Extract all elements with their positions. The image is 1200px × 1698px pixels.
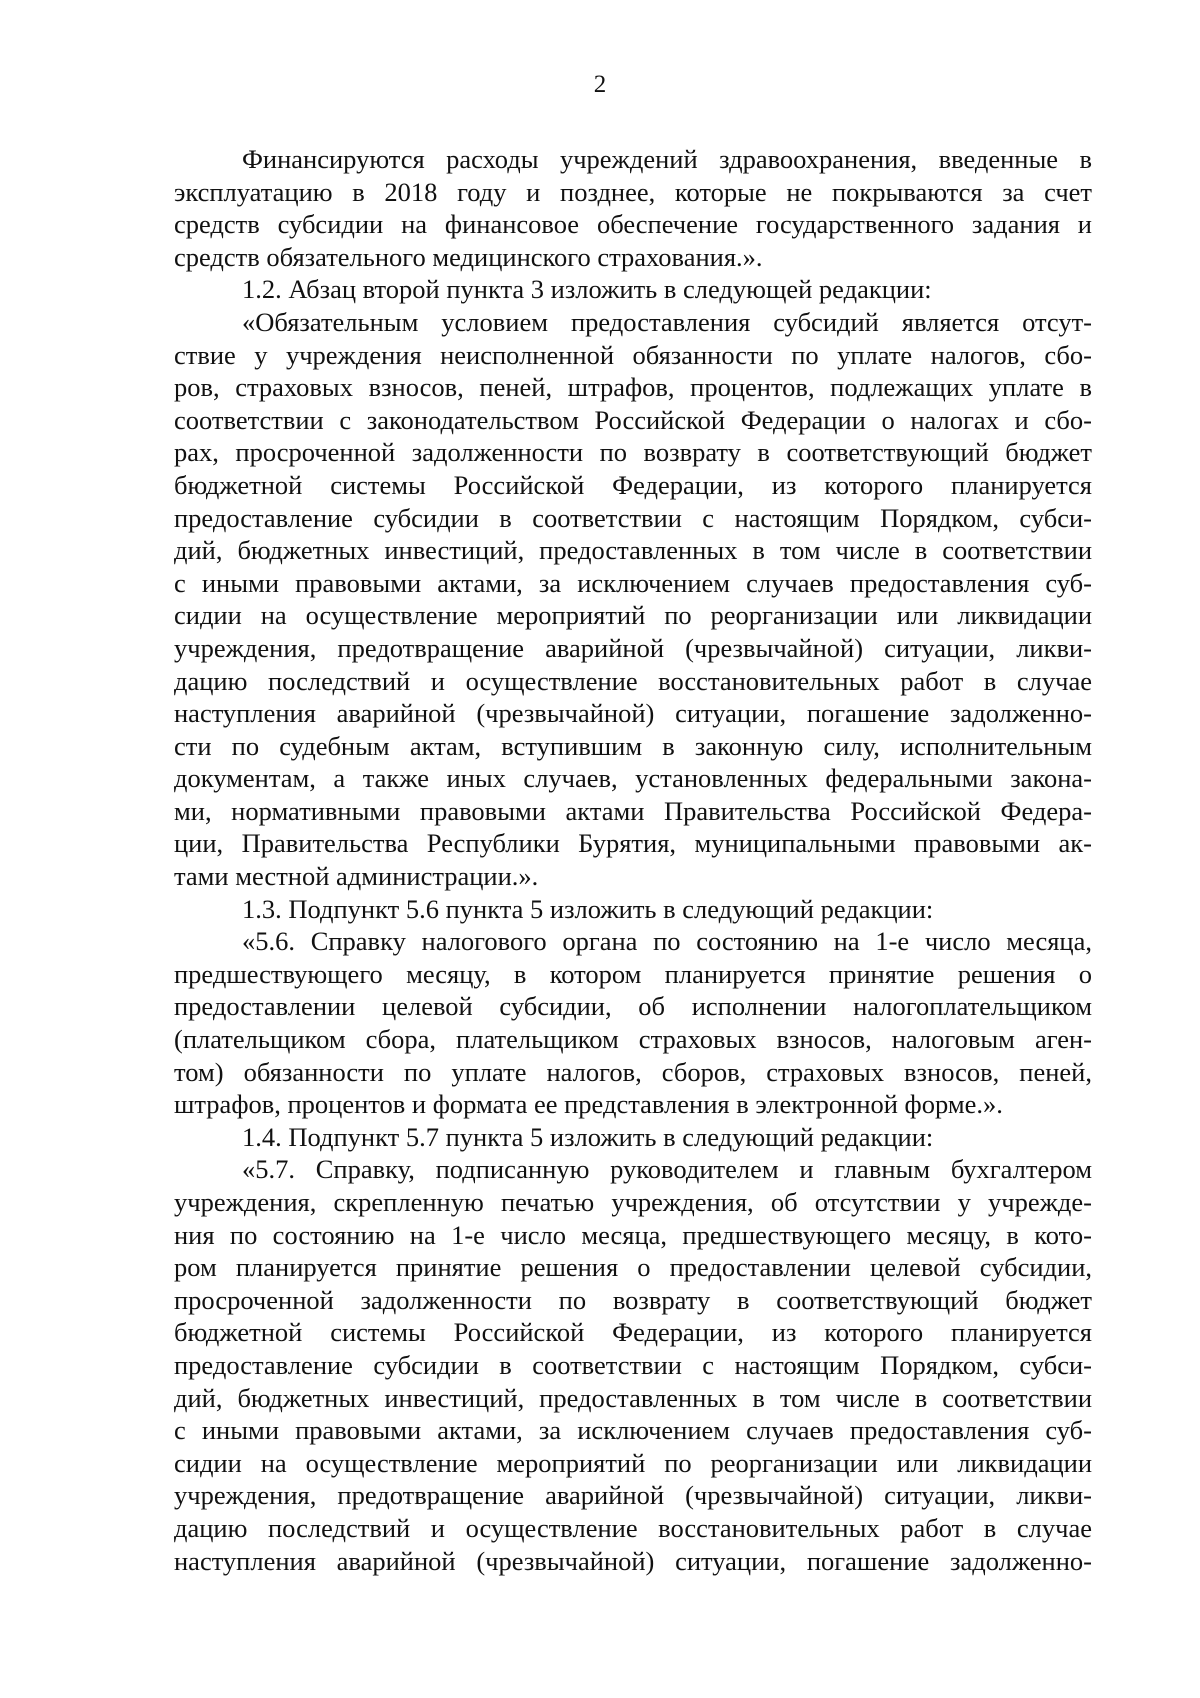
document-body xyxy=(174,143,1092,1577)
text-line: дий, бюджетных инвестиций, предоставленных в том числе в соответствии xyxy=(174,535,1092,566)
text-line: дацию последствий и осуществление восстановительных работ в случае xyxy=(174,665,1092,696)
text-line: предшествующего месяцу, в котором планируется принятие решения о xyxy=(174,958,1092,989)
text-line: с иными правовыми актами, за исключением случаев предоставления суб- xyxy=(174,1415,1092,1446)
text-line: ром планируется принятие решения о предоставлении целевой субсидии, xyxy=(174,1252,1092,1283)
text-line: 1.2. Абзац второй пункта 3 изложить в следующей редакции: xyxy=(242,274,932,305)
text-line: предоставление субсидии в соответствии с настоящим Порядком, субси- xyxy=(174,502,1092,533)
text-line: наступления аварийной (чрезвычайной) ситуации, погашение задолженно- xyxy=(174,1545,1092,1576)
text-line: 1.4. Подпункт 5.7 пункта 5 изложить в следующий редакции: xyxy=(242,1121,934,1152)
text-line: с иными правовыми актами, за исключением случаев предоставления суб- xyxy=(174,567,1092,598)
text-line: «5.6. Справку налогового органа по состоянию на 1-е число месяца, xyxy=(242,926,1092,957)
text-line: бюджетной системы Российской Федерации, из которого планируется xyxy=(174,469,1092,500)
text-line: дацию последствий и осуществление восстановительных работ в случае xyxy=(174,1512,1092,1543)
text-line: Финансируются расходы учреждений здравоохранения, введенные в xyxy=(242,144,1092,174)
text-line: бюджетной системы Российской Федерации, из которого планируется xyxy=(174,1317,1092,1348)
text-line: средств обязательного медицинского страхования.». xyxy=(174,241,763,272)
text-line: документам, а также иных случаев, установленных федеральными закона- xyxy=(174,763,1092,794)
text-line: наступления аварийной (чрезвычайной) ситуации, погашение задолженно- xyxy=(174,698,1092,729)
text-line: сидии на осуществление мероприятий по реорганизации или ликвидации xyxy=(174,1447,1092,1478)
text-line: тами местной администрации.». xyxy=(174,861,539,892)
text-line: эксплуатацию в 2018 году и позднее, которые не покрываются за счет xyxy=(174,176,1092,207)
text-line: предоставлении целевой субсидии, об исполнении налогоплательщиком xyxy=(174,991,1092,1022)
text-line: ния по состоянию на 1-е число месяца, предшествующего месяцу, в кото- xyxy=(174,1219,1092,1250)
text-line: предоставление субсидии в соответствии с настоящим Порядком, субси- xyxy=(174,1349,1092,1380)
text-line: ствие у учреждения неисполненной обязанности по уплате налогов, сбо- xyxy=(174,339,1092,370)
text-line: том) обязанности по уплате налогов, сборов, страховых взносов, пеней, xyxy=(174,1056,1092,1087)
text-line: штрафов, процентов и формата ее представления в электронной форме.». xyxy=(174,1089,1003,1120)
text-line: «5.7. Справку, подписанную руководителем и главным бухгалтером xyxy=(242,1154,1092,1185)
text-line: дий, бюджетных инвестиций, предоставленных в том числе в соответствии xyxy=(174,1382,1092,1413)
page-number: 2 xyxy=(593,71,607,98)
text-line: учреждения, предотвращение аварийной (чрезвычайной) ситуации, ликви- xyxy=(174,1480,1092,1511)
text-line: учреждения, предотвращение аварийной (чрезвычайной) ситуации, ликви- xyxy=(174,632,1092,663)
text-line: сти по судебным актам, вступившим в законную силу, исполнительным xyxy=(174,730,1092,761)
text-line: соответствии с законодательством Российской Федерации о налогах и сбо- xyxy=(174,404,1092,435)
text-line: (плательщиком сбора, плательщиком страховых взносов, налоговым аген- xyxy=(174,1024,1092,1055)
text-line: ров, страховых взносов, пеней, штрафов, процентов, подлежащих уплате в xyxy=(174,372,1092,403)
text-line: «Обязательным условием предоставления субсидий является отсут- xyxy=(242,306,1092,337)
text-line: учреждения, скрепленную печатью учреждения, об отсутствии у учрежде- xyxy=(174,1187,1092,1217)
text-line: средств субсидии на финансовое обеспечение государственного задания и xyxy=(174,209,1092,240)
text-line: ции, Правительства Республики Бурятия, муниципальными правовыми ак- xyxy=(174,828,1092,859)
text-line: рах, просроченной задолженности по возврату в соответствующий бюджет xyxy=(174,437,1092,468)
text-line: сидии на осуществление мероприятий по реорганизации или ликвидации xyxy=(174,600,1092,631)
text-line: 1.3. Подпункт 5.6 пункта 5 изложить в следующий редакции: xyxy=(242,893,934,924)
text-line: просроченной задолженности по возврату в соответствующий бюджет xyxy=(174,1284,1092,1315)
text-line: ми, нормативными правовыми актами Правительства Российской Федера- xyxy=(174,795,1092,826)
